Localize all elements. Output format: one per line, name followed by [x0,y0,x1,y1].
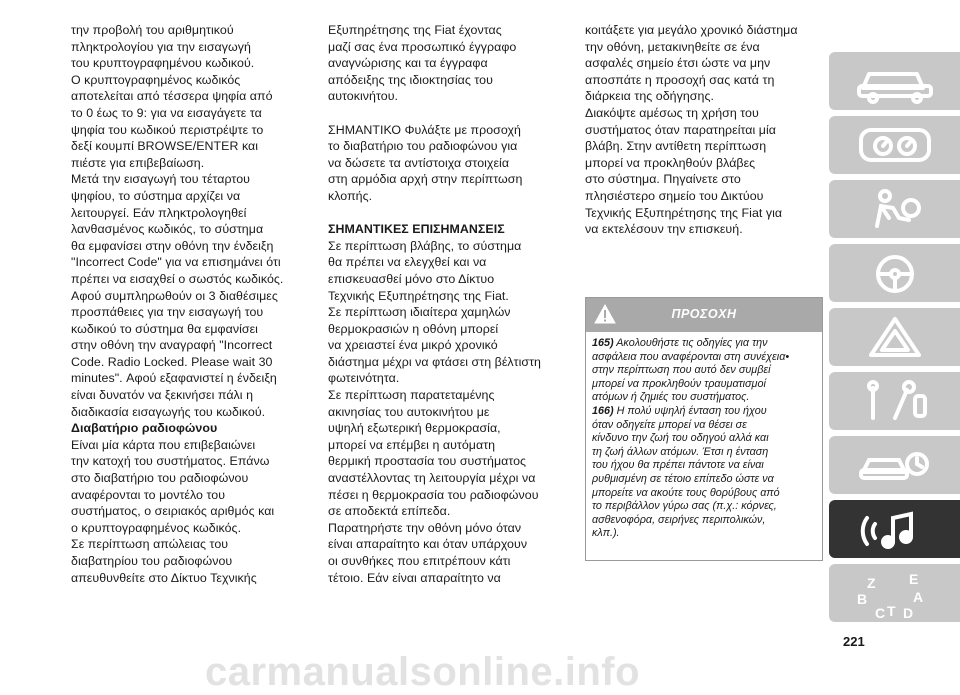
text-column-2 [328,22,573,586]
text-column-3 [585,22,830,238]
car-dashboard-icon [853,58,937,104]
multimedia-icon [853,506,937,552]
instrument-panel-icon [853,122,937,168]
warning-text: Ακολουθήστε τις οδηγίες για την ασφάλεια που αναφέρονται στη συνέχεια• στην περίπτωση που αυτό δεν συμβεί μπορεί να προκληθούν τραυματισμοί ατόμων ή ζημιές του συστήματος. [592,337,790,404]
paragraph: Σε περίπτωση βλάβης, το σύστημα θα πρέπει να ελεγχθεί και να επισκευασθεί μόνο στο Δίκτυο Τεχνικής Εξυπηρέτησης της Fiat. [328,238,522,303]
technical-data-icon [853,442,937,488]
paragraph: Αφού συμπληρωθούν οι 3 διαθέσιμες προσπάθειες για την εισαγωγή του κωδικού το σύστημα θα εμφανίσει στην οθόνη την αναγραφή "Incorrect Code. Radio Locked. Please wait 30 minutes". Αφού εξαφανιστεί η ένδειξη είναι δυνατόν να ξεκινήσει πάλι η διαδικασία εισαγωγής του κωδικού. [71,288,278,419]
page-number: 221 [843,634,865,649]
warning-body [586,332,822,541]
index-letter: E [909,571,919,587]
paragraph: κοιτάξετε για μεγάλο χρονικό διάστημα την οθόνη, μετακινηθείτε σε ένα ασφαλές σημείο έτσι ώστε να μην αποσπάτε η προσοχή σας κατά τη διάρκεια της οδήγησης. [585,23,798,104]
tab-multimedia[interactable] [829,500,960,558]
paragraph: Σε περίπτωση παρατεταμένης ακινησίας του αυτοκινήτου με υψηλή εξωτερική θερμοκρασία, μπορεί να επέμβει η αυτόματη θερμική προστασία του συστήματος αναστέλλοντας τη λειτουργία μέχρι να πέσει η θερμοκρασία του ραδιοφώνου σε αποδεκτά επίπεδα. [328,388,539,519]
paragraph: Είναι μία κάρτα που επιβεβαιώνει την κατοχή του συστήματος. Επάνω στο διαβατήριο του ραδιοφώνου αναφέρονται το μοντέλο του συστήματος, ο σειριακός αριθμός και ο κρυπτογραφημένος κωδικός. [71,437,275,535]
index-letter: B [857,591,868,607]
index-letter: T [887,603,896,619]
warning-item [592,337,816,405]
tab-index[interactable] [829,564,960,622]
paragraph: Παρατηρήστε την οθόνη μόνο όταν είναι απαραίτητο και όταν υπάρχουν οι συνθήκες που επιτρέπουν κάτι τέτοιο. Εάν είναι απαραίτητο να [328,520,528,585]
tab-emergency[interactable] [829,308,960,366]
paragraph: Εξυπηρέτησης της Fiat έχοντας μαζί σας ένα προσωπικό έγγραφο αναγνώρισης και τα έγγραφα απόδειξης της ιδιοκτησίας του αυτοκινήτου. [328,23,517,104]
index-letters-icon [853,570,937,620]
tab-technical-data[interactable] [829,436,960,494]
warning-number: 166) [592,404,614,417]
warning-box [585,297,823,561]
index-letter: Z [867,575,876,591]
warning-text: Η πολύ υψηλή ένταση του ήχου όταν οδηγείτε μπορεί να θέσει σε κίνδυνο την ζωή του οδηγού αλλά και τη ζωή άλλων ατόμων. Έτσι η ένταση του ήχου θα πρέπει πάντοτε να είναι ρυθμισμένη σε τέτοιο επίπεδο ώστε να μπορείτε να ακούτε τους θορύβους από το περιβάλλον γύρω σας (π.χ.: κόρνες, ασθενοφόρα, σειρήνες περιπολικών, κλπ.). [592,404,780,540]
paragraph: ΣΗΜΑΝΤΙΚΟ Φυλάξτε με προσοχή το διαβατήριο του ραδιοφώνου για να δώσετε τα αντίστοιχα στοιχεία στη αρμόδια αρχή στην περίπτωση κλοπής. [328,122,523,203]
warning-triangle-icon [853,314,937,360]
tab-instruments[interactable] [829,116,960,174]
paragraph: Μετά την εισαγωγή του τέταρτου ψηφίου, το σύστημα αρχίζει να λειτουργεί. Εάν πληκτρολογηθεί λανθασμένος κωδικός, το σύστημα θα εμφανίσει στην οθόνη την ένδειξη "Incorrect Code" για να επισημάνει ότι πρέπει να εισαχθεί ο σωστός κωδικός. [71,172,284,286]
index-letter: C [875,605,886,620]
paragraph: Σε περίπτωση ιδιαίτερα χαμηλών θερμοκρασιών η οθόνη μπορεί να χρειαστεί ένα μικρό χρονικό διάστημα μέχρι να φτάσει στη βέλτιστη φωτεινότητα. [328,305,541,386]
section-heading-radio-passport: Διαβατήριο ραδιοφώνου [71,421,218,436]
steering-wheel-icon [853,250,937,296]
tab-starting[interactable] [829,244,960,302]
airbag-safety-icon [853,186,937,232]
index-letter: D [903,605,914,620]
tab-service[interactable] [829,372,960,430]
section-heading-important-notes: ΣΗΜΑΝΤΙΚΕΣ ΕΠΙΣΗΜΑΝΣΕΙΣ [328,222,505,237]
tab-safety[interactable] [829,180,960,238]
warning-title: ΠΡΟΣΟΧΗ [671,307,737,321]
tab-car[interactable] [829,52,960,110]
paragraph: την προβολή του αριθμητικού πληκτρολογίου για την εισαγωγή του κρυπτογραφημένου κωδικού. Ο κρυπτογραφημένος κωδικός αποτελείται από τέσσερα ψηφία από το 0 έως το 9: για να εισαγάγετε τα ψηφία του κωδικού περιστρέψτε το δεξί κουμπί BROWSE/ENTER και πιέστε για επιβεβαίωση. [71,23,273,170]
watermark: carmanualsonline.info [205,650,641,694]
warning-number: 165) [592,337,614,349]
index-letter: A [913,589,924,605]
warning-header [586,298,822,332]
text-column-1 [71,22,316,586]
warning-item [592,405,816,541]
paragraph: Σε περίπτωση απώλειας του διαβατηρίου του ραδιοφώνου απευθυνθείτε στο Δίκτυο Τεχνικής [71,537,257,585]
paragraph: Διακόψτε αμέσως τη χρήση του συστήματος όταν παρατηρείται μία βλάβη. Στην αντίθετη περίπτωση μπορεί να προκληθούν βλάβες στο σύστημα. Πηγαίνετε στο πλησιέστερο σημείο του Δικτύου Τεχνικής Εξυπηρέτησης της Fiat για να εκτελέσουν την επισκευή. [585,105,783,237]
service-tools-icon [853,378,937,424]
